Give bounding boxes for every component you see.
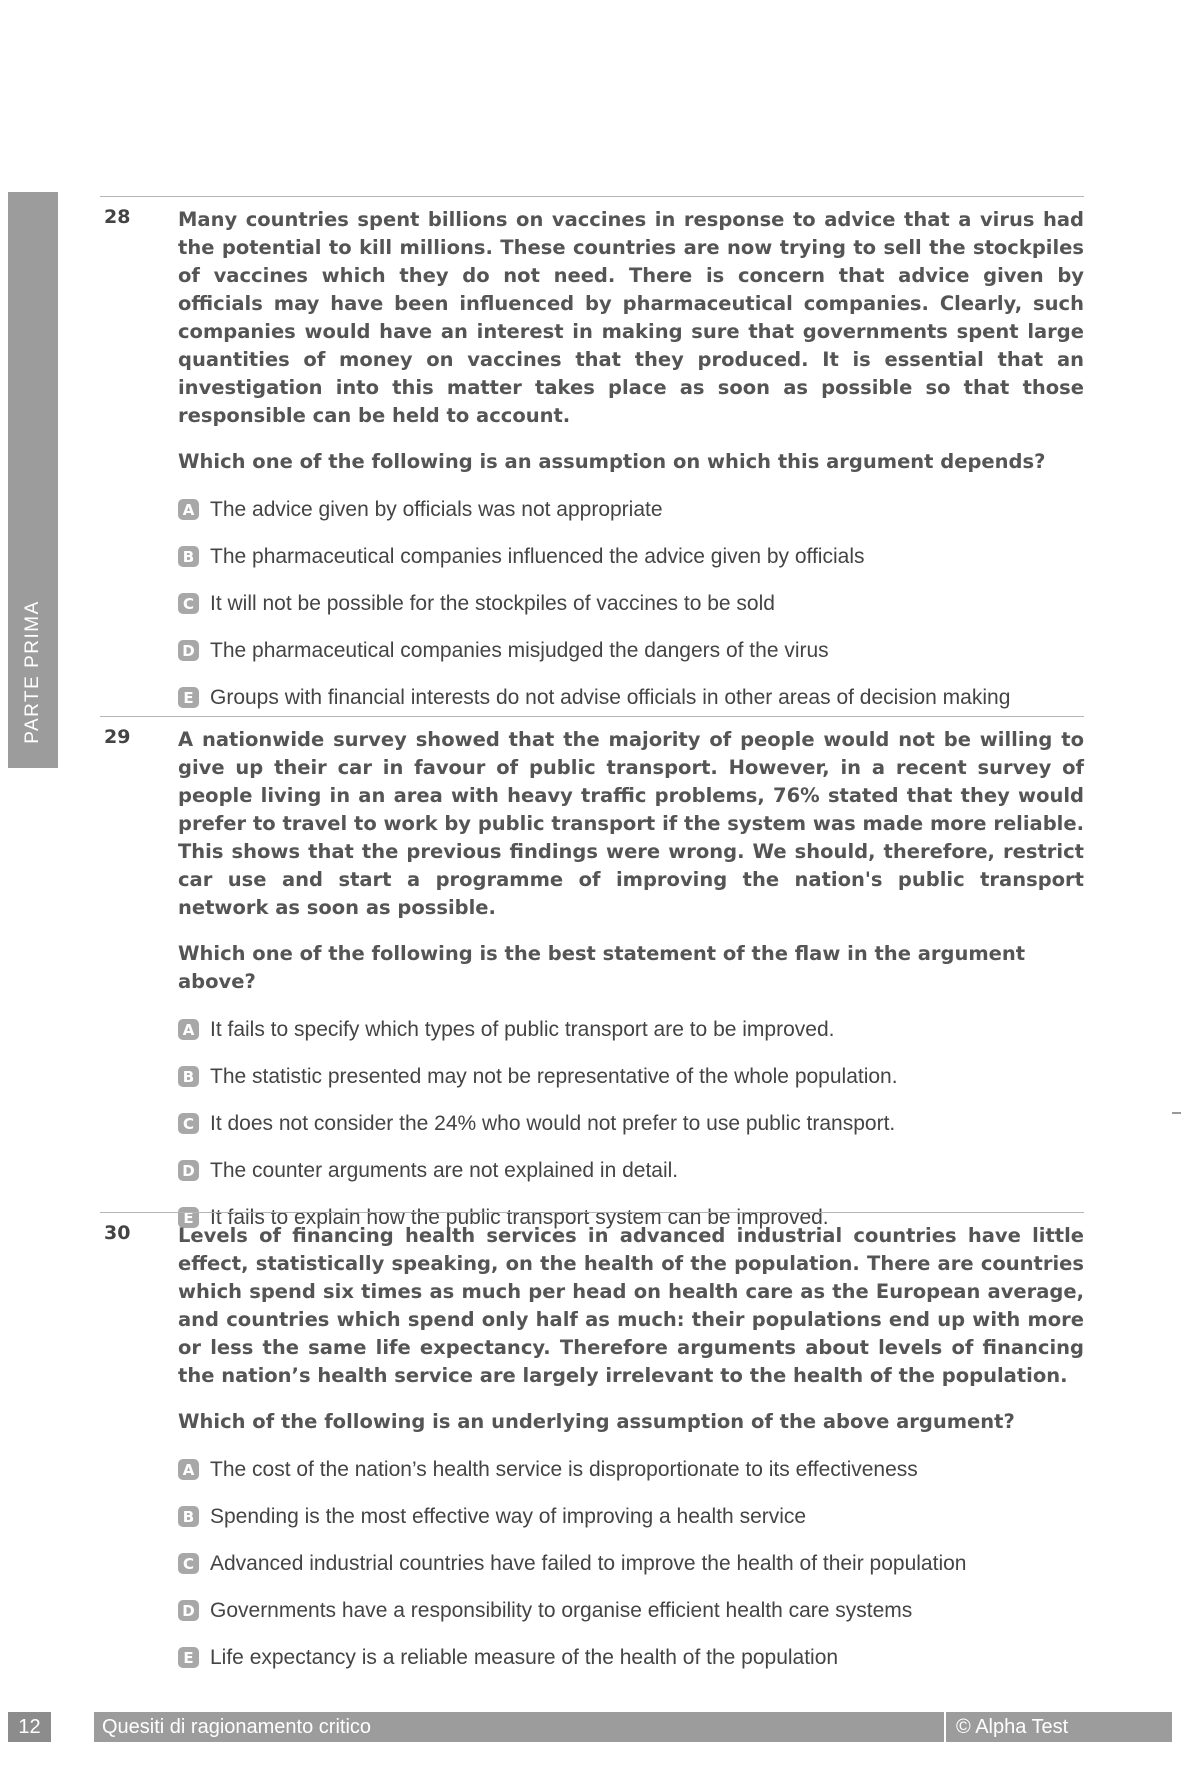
option-text: Life expectancy is a reliable measure of the health of the population [210,1645,839,1669]
option-letter-badge: D [178,640,199,661]
option-letter-badge: B [178,546,199,567]
edge-mark [1172,1112,1181,1114]
option-a[interactable] [178,486,1084,533]
option-letter-badge: C [178,1553,199,1574]
option-c[interactable] [178,1540,1084,1587]
copyright: © Alpha Test [946,1712,1172,1742]
option-text: Spending is the most effective way of improving a health service [210,1504,807,1528]
question-prompt: Which of the following is an underlying assumption of the above argument? [178,1410,1015,1433]
page-footer [8,1712,1172,1742]
option-e[interactable] [178,1634,1084,1681]
option-text: It fails to explain how the public transport system can be improved. [210,1205,829,1229]
option-text: The pharmaceutical companies influenced the advice given by officials [210,544,865,568]
option-text: It will not be possible for the stockpiles of vaccines to be sold [210,591,775,615]
option-letter-badge: D [178,1600,199,1621]
question-prompt: Which one of the following is an assumption on which this argument depends? [178,450,1046,473]
question-text: A nationwide survey showed that the majority of people would not be willing to give up their car in favour of public transport. However, in a recent survey of people living in an area with heavy traffic problems, 76% stated that they would prefer to travel to work by public transport if the system was made more reliable. This shows that the previous findings were wrong. We should, therefore, restrict car use and start a programme of improving the nation's public transport network as soon as possible. [178,728,1084,919]
option-letter-badge: E [178,687,199,708]
option-d[interactable] [178,1147,1084,1194]
option-text: Advanced industrial countries have failed to improve the health of their population [210,1551,967,1575]
question-text: Many countries spent billions on vaccines in response to advice that a virus had the potential to kill millions. These countries are now trying to sell the stockpiles of vaccines which they do not need. There is concern that advice given by officials may have been influenced by pharmaceutical companies. Clearly, such companies would have an interest in making sure that governments spent large quantities of money on vaccines that they produced. It is essential that an investigation into this matter takes place as soon as possible so that those responsible can be held to account. [178,208,1084,427]
question-number: 28 [104,206,131,228]
option-letter-badge: B [178,1066,199,1087]
option-b[interactable] [178,1053,1084,1100]
option-e[interactable] [178,674,1084,721]
option-letter-badge: A [178,1019,199,1040]
option-d[interactable] [178,1587,1084,1634]
option-c[interactable] [178,1100,1084,1147]
option-c[interactable] [178,580,1084,627]
option-d[interactable] [178,627,1084,674]
option-letter-badge: D [178,1160,199,1181]
option-letter-badge: E [178,1207,199,1228]
option-letter-badge: C [178,593,199,614]
question-28 [100,196,1084,721]
option-a[interactable] [178,1446,1084,1493]
option-text: The advice given by officials was not appropriate [210,497,663,521]
option-text: The cost of the nation’s health service is disproportionate to its effectiveness [210,1457,918,1481]
option-a[interactable] [178,1006,1084,1053]
question-30 [100,1212,1084,1681]
question-text: Levels of financing health services in advanced industrial countries have little effect, statistically speaking, on the health of the population. There are countries which spend six times as much per head on health care as the European average, and countries which spend only half as much: their populations end up with more or less the same life expectancy. Therefore arguments about levels of financing the nation’s health service are largely irrelevant to the health of the population. [178,1224,1084,1387]
question-number: 30 [104,1222,131,1244]
options-list [178,1006,1084,1241]
options-list [178,1446,1084,1681]
option-b[interactable] [178,1493,1084,1540]
side-tab-label: PARTE PRIMA [22,600,43,744]
option-text: It fails to specify which types of public transport are to be improved. [210,1017,835,1041]
question-29 [100,716,1084,1241]
section-title: Quesiti di ragionamento critico [94,1712,944,1742]
side-tab [8,192,58,768]
option-text: The counter arguments are not explained in detail. [210,1158,679,1182]
option-letter-badge: B [178,1506,199,1527]
option-letter-badge: E [178,1647,199,1668]
option-letter-badge: A [178,499,199,520]
page-number: 12 [8,1712,51,1742]
option-letter-badge: A [178,1459,199,1480]
question-prompt: Which one of the following is the best statement of the flaw in the argument above? [178,942,1026,993]
option-text: The statistic presented may not be representative of the whole population. [210,1064,898,1088]
option-b[interactable] [178,533,1084,580]
options-list [178,486,1084,721]
option-text: Governments have a responsibility to organise efficient health care systems [210,1598,913,1622]
option-text: It does not consider the 24% who would not prefer to use public transport. [210,1111,896,1135]
question-number: 29 [104,726,131,748]
option-text: Groups with financial interests do not advise officials in other areas of decision making [210,685,1011,709]
option-letter-badge: C [178,1113,199,1134]
option-text: The pharmaceutical companies misjudged the dangers of the virus [210,638,829,662]
